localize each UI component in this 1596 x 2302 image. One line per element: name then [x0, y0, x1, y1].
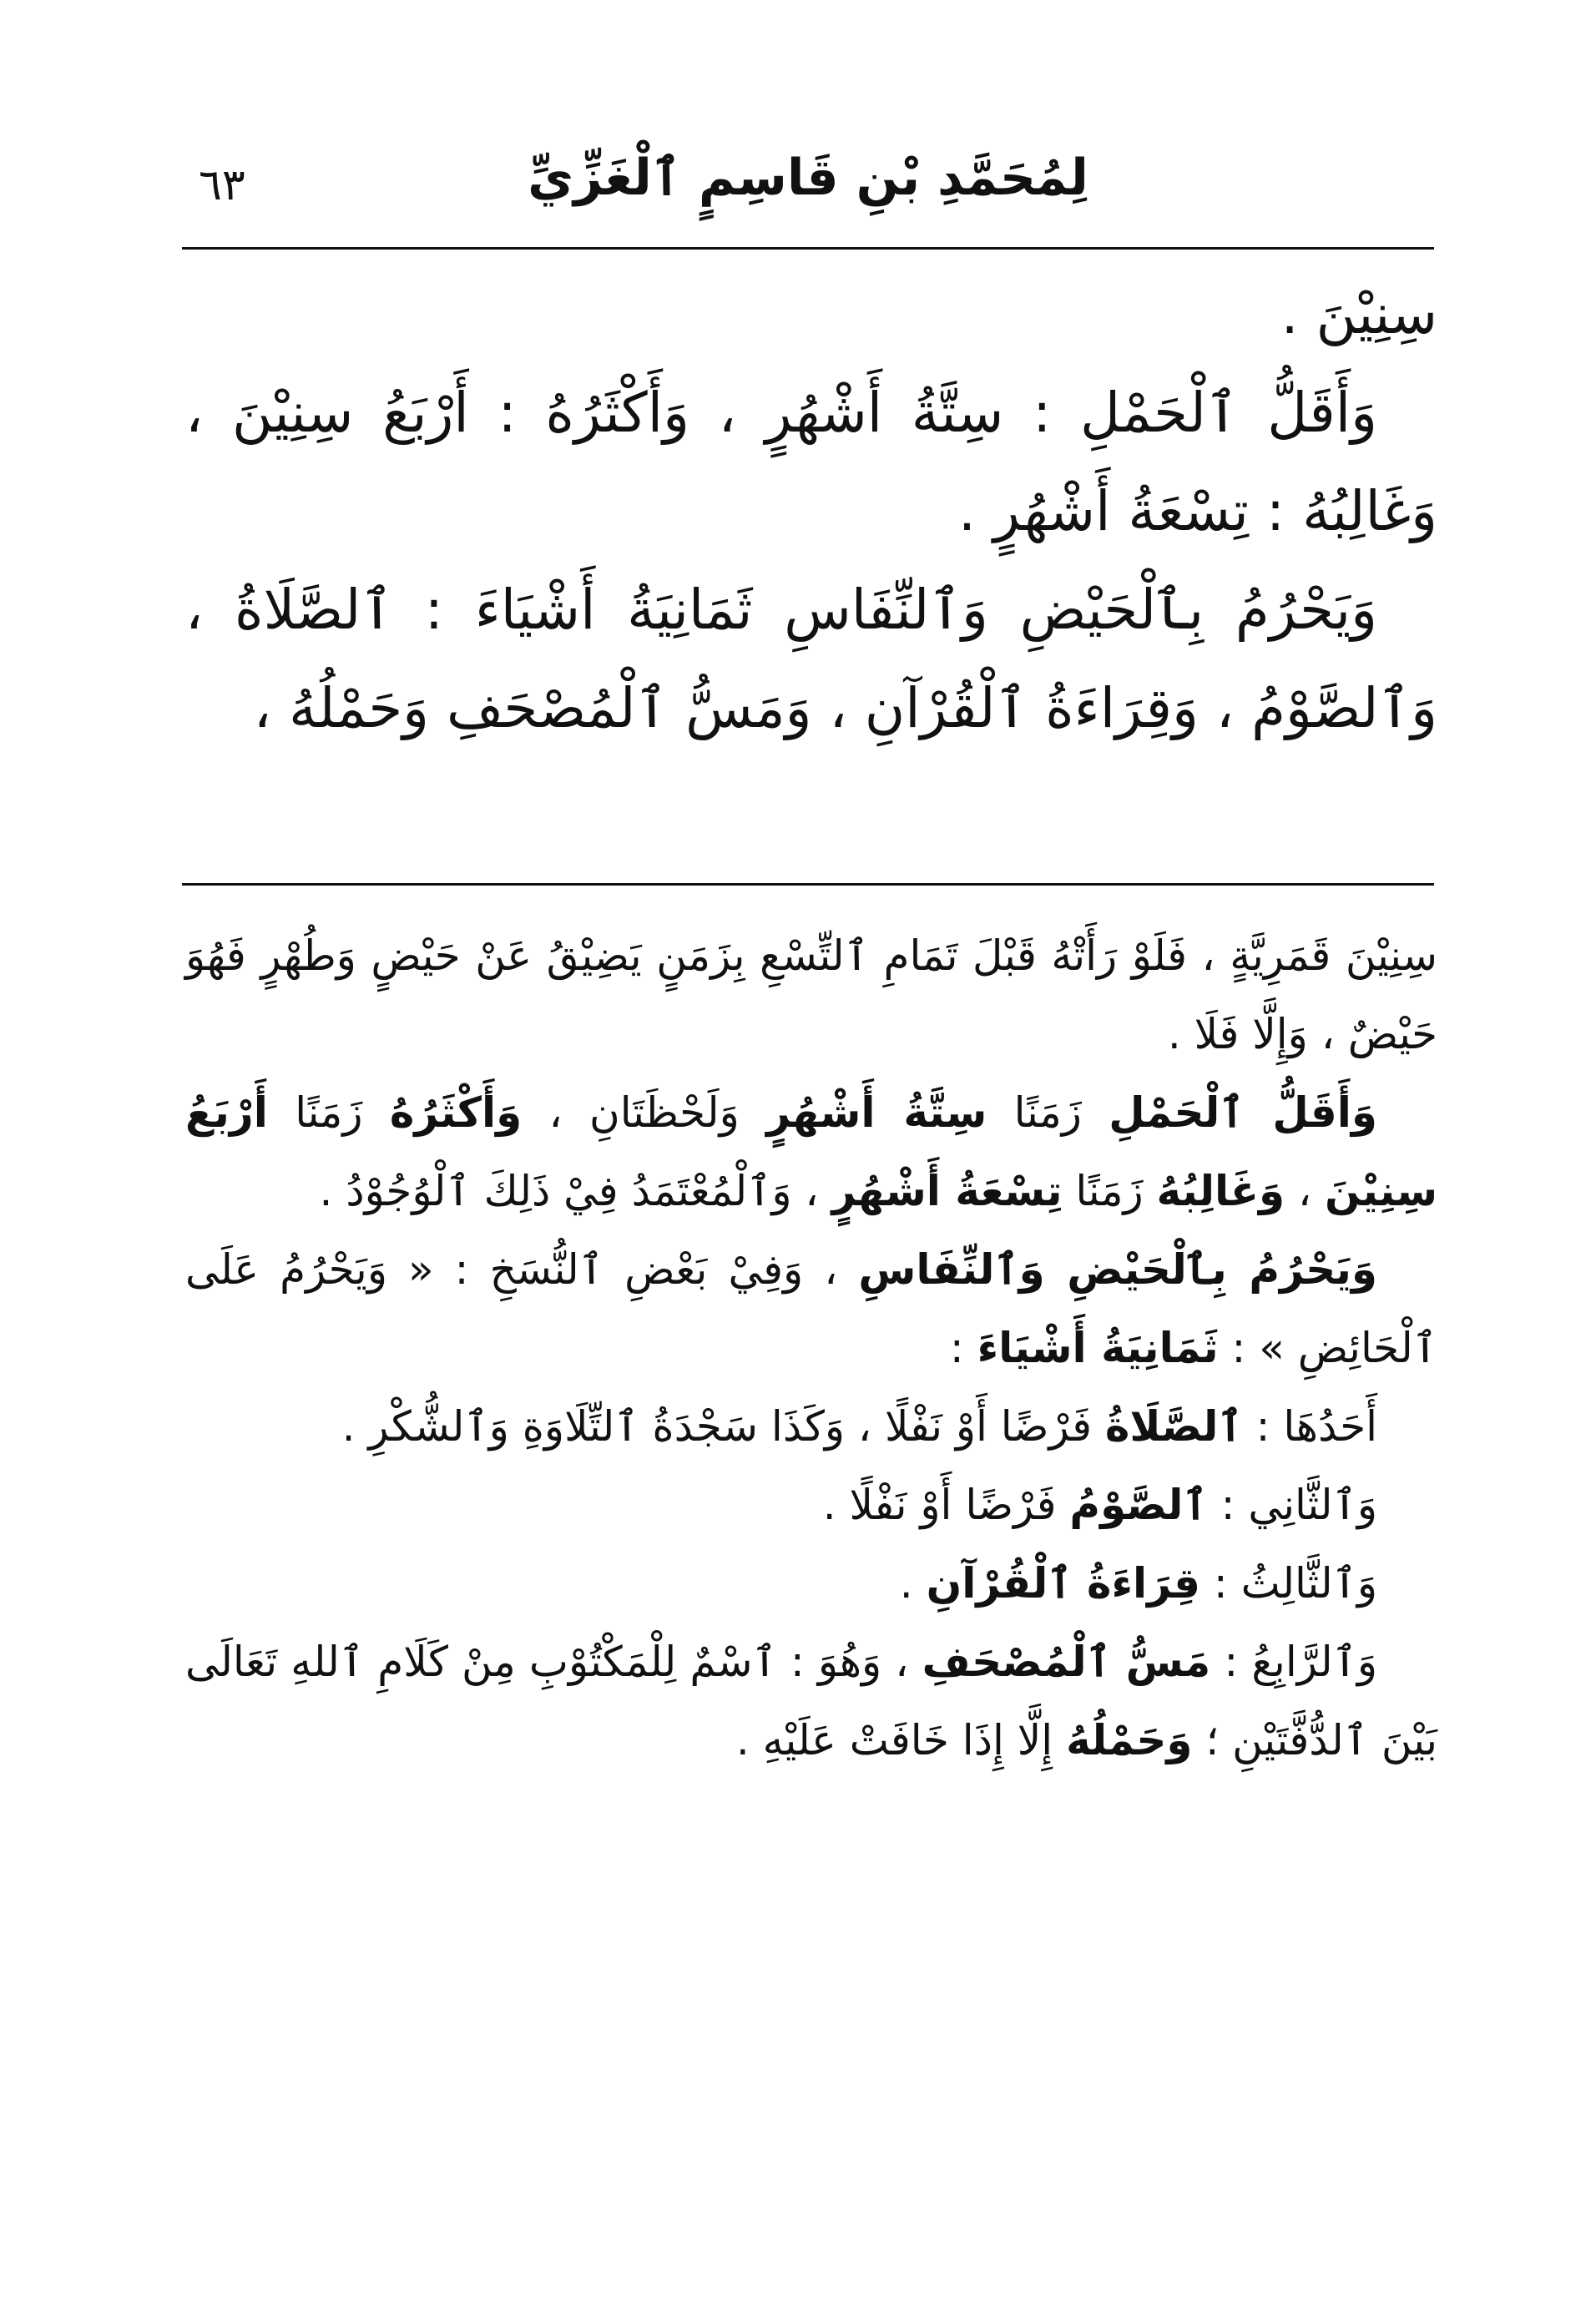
- item-rest: .: [899, 1559, 927, 1608]
- quoted-matn: قِرَاءَةُ ٱلْقُرْآنِ: [926, 1559, 1201, 1608]
- quoted-matn: ٱلصَّوْمُ: [1069, 1481, 1208, 1529]
- running-head-title: لِمُحَمَّدِ بْنِ قَاسِمٍ ٱلْغَزِّيِّ: [528, 149, 1088, 207]
- commentary-span: زَمَنًا: [1062, 1167, 1157, 1215]
- commentary-span: ، وَهُوَ : ٱسْمٌ لِلْمَكْتُوْبِ مِنْ كَلَامِ ٱللهِ تَعَالَى بَيْنَ ٱلدُّفَّتَيْنِ ؛: [185, 1638, 1437, 1764]
- commentary-span: ، وَفِيْ بَعْضِ ٱلنُّسَخِ : « وَيَحْرُمُ عَلَى ٱلْحَائِضِ » :: [185, 1245, 1437, 1372]
- commentary-paragraph: [185, 1073, 1437, 1230]
- quoted-matn: وَأَكْثَرُهُ: [389, 1088, 523, 1137]
- quoted-matn: وَحَمْلُهُ: [1066, 1716, 1193, 1764]
- item-lead: أَحَدُهَا :: [1242, 1402, 1377, 1451]
- commentary-span: :: [949, 1324, 977, 1372]
- main-text: [185, 265, 1437, 758]
- commentary-paragraph: [185, 1230, 1437, 1387]
- running-head: [182, 149, 1434, 240]
- commentary-text: [185, 916, 1437, 1780]
- quoted-matn: ٱلصَّلَاةُ: [1104, 1402, 1243, 1451]
- commentary-span: وَٱلرَّابِعُ :: [1210, 1638, 1378, 1686]
- quoted-matn: وَيَحْرُمُ بِٱلْحَيْضِ وَٱلنِّفَاسِ: [858, 1245, 1377, 1294]
- quoted-matn: وَغَالِبُهُ: [1156, 1167, 1285, 1215]
- item-rest: فَرْضًا أَوْ نَفْلًا ، وَكَذَا سَجْدَةُ ٱلتِّلَاوَةِ وَٱلشُّكْرِ .: [341, 1402, 1105, 1451]
- quoted-matn: تِسْعَةُ أَشْهُرٍ: [831, 1167, 1063, 1215]
- quoted-matn: وَأَقَلُّ ٱلْحَمْلِ: [1109, 1088, 1378, 1137]
- main-text-line: سِنِيْنَ .: [1280, 282, 1437, 346]
- commentary-paragraph: [185, 1623, 1437, 1780]
- commentary-span: وَلَحْظَتَانِ ،: [522, 1088, 767, 1137]
- enumerated-item: [185, 1544, 1437, 1623]
- commentary-span: زَمَنًا: [267, 1088, 390, 1137]
- item-lead: وَٱلثَّالِثُ :: [1200, 1559, 1377, 1608]
- main-text-paragraph: وَيَحْرُمُ بِٱلْحَيْضِ وَٱلنِّفَاسِ ثَمَانِيَةُ أَشْيَاءَ : ٱلصَّلَاةُ ، وَٱلصَّوْمُ ، وَقِرَاءَةُ ٱلْقُرْآنِ ، وَمَسُّ ٱلْمُصْحَفِ وَحَمْلُهُ ،: [185, 578, 1437, 740]
- quoted-matn: مَسُّ ٱلْمُصْحَفِ: [922, 1638, 1211, 1686]
- enumerated-item: [185, 1466, 1437, 1544]
- quoted-matn: سِتَّةُ أَشْهُرٍ: [766, 1088, 987, 1137]
- quoted-matn: ثَمَانِيَةُ أَشْيَاءَ: [977, 1324, 1219, 1372]
- commentary-span: ،: [1285, 1167, 1325, 1215]
- item-lead: وَٱلثَّانِي :: [1207, 1481, 1377, 1529]
- commentary-span: زَمَنًا: [987, 1088, 1109, 1137]
- commentary-span: إِلَّا إِذَا خَافَتْ عَلَيْهِ .: [735, 1716, 1067, 1764]
- commentary-span: ، وَٱلْمُعْتَمَدُ فِيْ ذَلِكَ ٱلْوُجُوْدُ .: [319, 1167, 832, 1215]
- commentary-paragraph: سِنِيْنَ قَمَرِيَّةٍ ، فَلَوْ رَأَتْهُ قَبْلَ تَمَامِ ٱلتِّسْعِ بِزَمَنٍ يَضِيْقُ عَنْ حَيْضٍ وَطُهْرٍ فَهُوَ حَيْضٌ ، وَإِلَّا فَلَا .: [185, 931, 1437, 1058]
- commentary-separator-rule: [182, 883, 1434, 886]
- enumerated-item: [185, 1387, 1437, 1466]
- header-rule: [182, 247, 1434, 250]
- main-text-paragraph: وَأَقَلُّ ٱلْحَمْلِ : سِتَّةُ أَشْهُرٍ ، وَأَكْثَرُهُ : أَرْبَعُ سِنِيْنَ ، وَغَالِبُهُ : تِسْعَةُ أَشْهُرٍ .: [185, 381, 1437, 543]
- item-rest: فَرْضًا أَوْ نَفْلًا .: [822, 1481, 1070, 1529]
- page-number: ٦٣: [199, 160, 245, 210]
- quoted-matn: أَرْبَعُ سِنِيْنَ: [185, 1088, 1437, 1215]
